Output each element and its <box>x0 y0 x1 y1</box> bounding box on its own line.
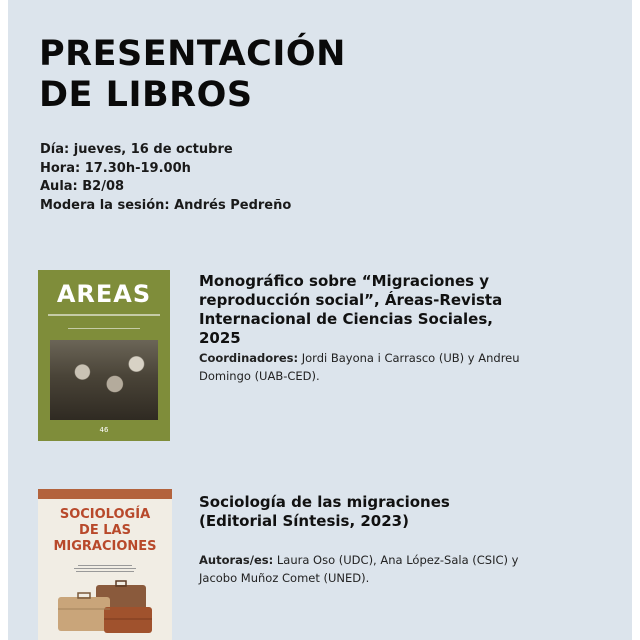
event-info <box>40 141 291 215</box>
cover-subtitle-rule-2 <box>68 328 140 329</box>
cover-authors-lines <box>38 563 172 574</box>
suitcases-illustration <box>52 579 158 635</box>
cover-title-areas: AREAS <box>56 280 152 308</box>
cover-title-line-1: SOCIOLOGÍA <box>59 507 151 522</box>
credit-label: Autoras/es: <box>199 553 274 567</box>
credit-names: Laura Oso (UDC), Ana López-Sala (CSIC) y Jacobo Muñoz Comet (UNED). <box>199 553 519 585</box>
cover-top-band <box>38 489 172 499</box>
page-title <box>39 34 346 116</box>
book-cover-areas <box>38 270 170 441</box>
cover-subtitle-rule <box>48 314 160 316</box>
cover-title-sociologia <box>38 507 172 555</box>
page-title-line-2: DE LIBROS <box>39 75 253 115</box>
cover-issue-number: 46 <box>99 426 109 434</box>
book-cover-sociologia <box>38 489 172 640</box>
cover-title-line-2: DE LAS <box>79 523 131 538</box>
event-day: Día: jueves, 16 de octubre <box>40 142 233 157</box>
cover-photo <box>50 340 158 420</box>
book-credit-areas <box>199 349 534 385</box>
event-time: Hora: 17.30h-19.00h <box>40 160 191 176</box>
event-moderator: Modera la sesión: Andrés Pedreño <box>40 197 292 213</box>
credit-names: Jordi Bayona i Carrasco (UB) y Andreu Domingo (UAB-CED). <box>199 351 520 383</box>
event-flyer <box>8 0 632 640</box>
page-title-line-1: PRESENTACIÓN <box>39 34 346 74</box>
event-room: Aula: B2/08 <box>40 179 125 194</box>
cover-title-line-3: MIGRACIONES <box>53 539 157 554</box>
book-title-sociologia: Sociología de las migraciones (Editorial Síntesis, 2023) <box>199 493 450 530</box>
credit-label: Coordinadores: <box>199 351 299 365</box>
book-title-areas: Monográfico sobre “Migraciones y reproducción social”, Áreas-Revista Internacional de Ciencias Sociales, 2025 <box>199 272 503 347</box>
book-credit-sociologia <box>199 551 529 587</box>
